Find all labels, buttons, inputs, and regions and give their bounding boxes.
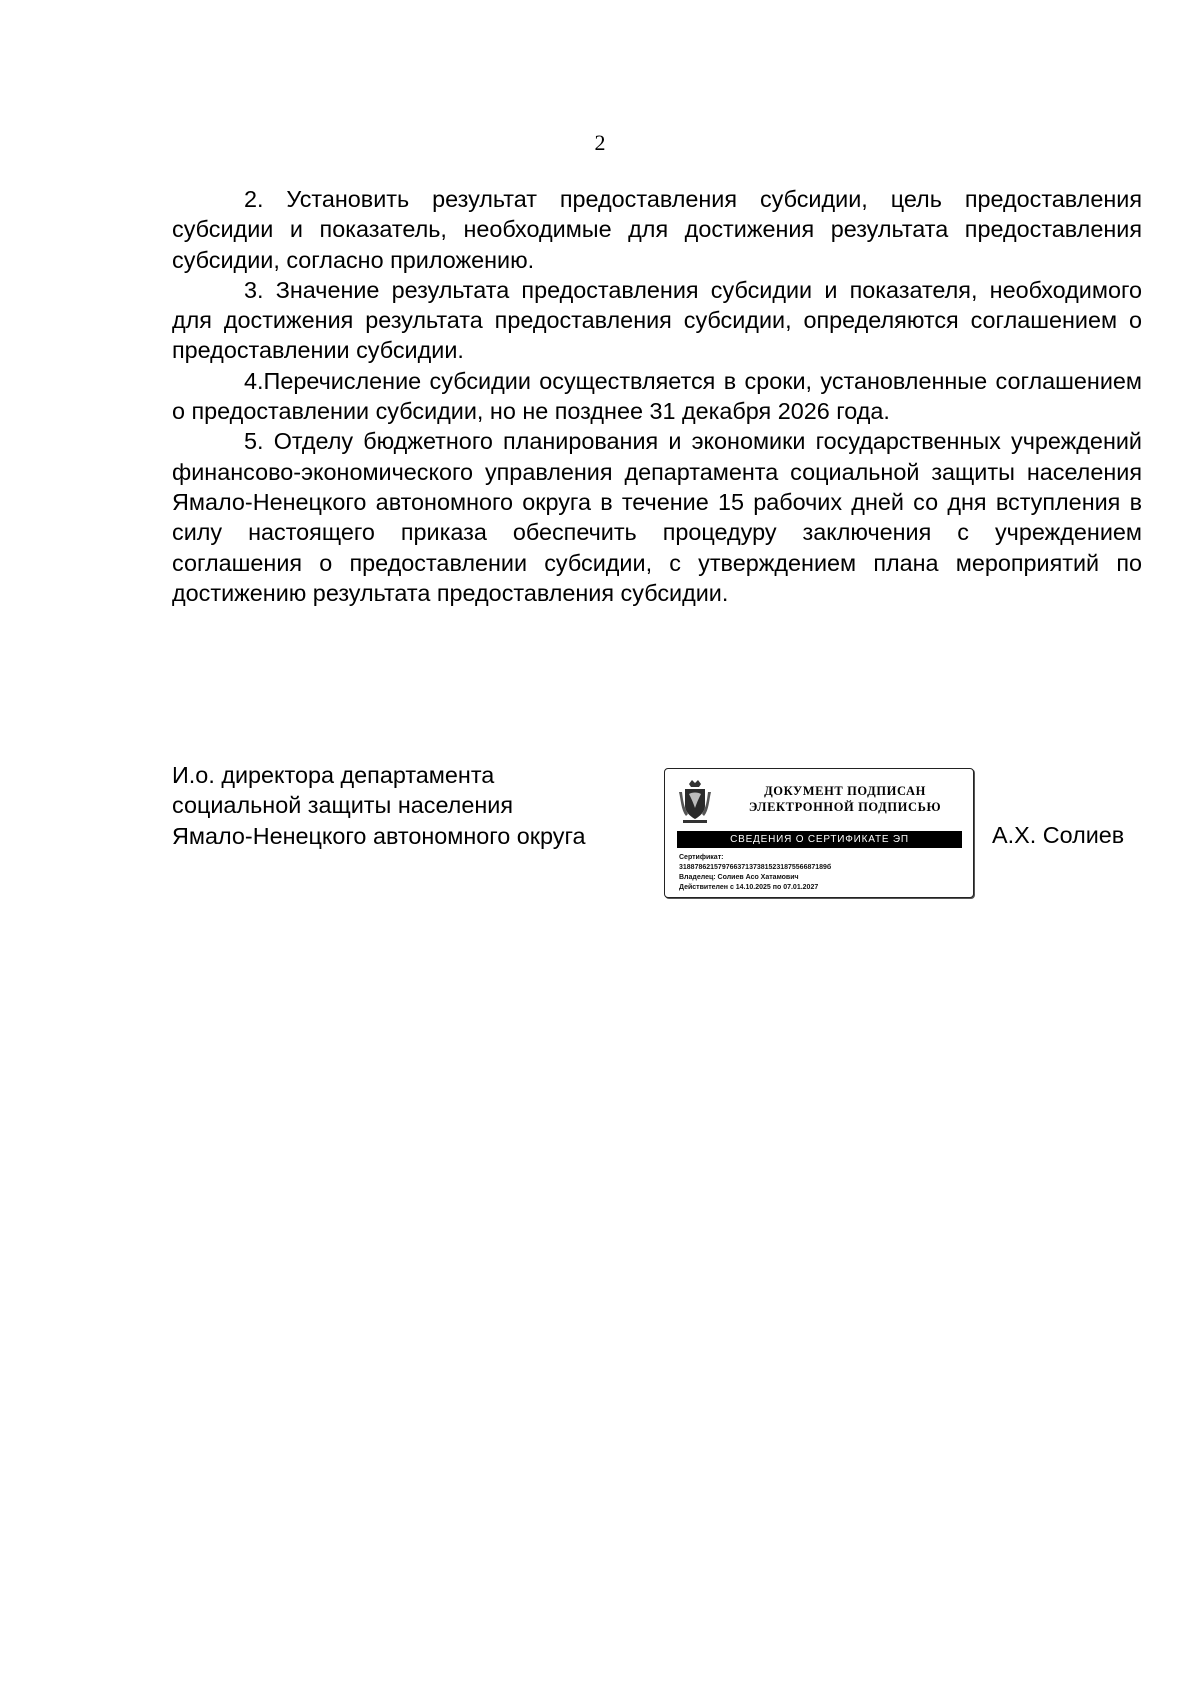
stamp-heading-line: ЭЛЕКТРОННОЙ ПОДПИСЬЮ bbox=[748, 800, 942, 814]
signatory-title bbox=[172, 760, 586, 851]
signature-block bbox=[172, 760, 1142, 910]
paragraph-item-2: 2. Установить результат предоставления субсидии, цель предоставления субсидии и показатель, необходимые для достижения результата предоставления субсидии, согласно приложению. bbox=[172, 186, 1142, 273]
paragraph-item-4: 4.Перечисление субсидии осуществляется в сроки, установленные соглашением о предоставлении субсидии, но не позднее 31 декабря 2026 года. bbox=[172, 367, 1142, 425]
paragraph-item-5: 5. Отделу бюджетного планирования и экономики государственных учреждений финансово-экономического управления департамента социальной защиты населения Ямало-Ненецкого автономного округа в течение 15 рабочих дней со дня вступления в силу настоящего приказа обеспечить процедуру заключения с учреждением соглашения о предоставлении субсидии, с утверждением плана мероприятий по достижению результата предоставления субсидии. bbox=[172, 428, 1142, 606]
stamp-heading bbox=[725, 783, 965, 815]
certificate-label: Сертификат: bbox=[679, 854, 724, 861]
certificate-validity: Действителен с 14.10.2025 по 07.01.2027 bbox=[679, 884, 819, 891]
paragraph-item-3: 3. Значение результата предоставления субсидии и показателя, необходимого для достижения результата предоставления субсидии, определяются соглашением о предоставлении субсидии. bbox=[172, 276, 1142, 364]
certificate-owner: Владелец: Солиев Асо Хатамович bbox=[679, 874, 799, 881]
document-body bbox=[172, 184, 1142, 608]
signatory-title-line: социальной защиты населения bbox=[172, 792, 513, 819]
electronic-signature-stamp bbox=[664, 768, 974, 898]
signatory-name: А.Х. Солиев bbox=[992, 822, 1125, 848]
signatory-title-line: Ямало-Ненецкого автономного округа bbox=[172, 822, 586, 849]
signatory-title-line: И.о. директора департамента bbox=[172, 762, 495, 788]
coat-of-arms-icon bbox=[677, 778, 713, 826]
certificate-details bbox=[679, 853, 964, 893]
page-number: 2 bbox=[594, 130, 606, 155]
certificate-serial: 31887862157976637137381523187556687189б bbox=[679, 864, 832, 871]
certificate-info-bar: СВЕДЕНИЯ О СЕРТИФИКАТЕ ЭП bbox=[677, 831, 962, 848]
stamp-heading-line: ДОКУМЕНТ ПОДПИСАН bbox=[764, 784, 926, 798]
